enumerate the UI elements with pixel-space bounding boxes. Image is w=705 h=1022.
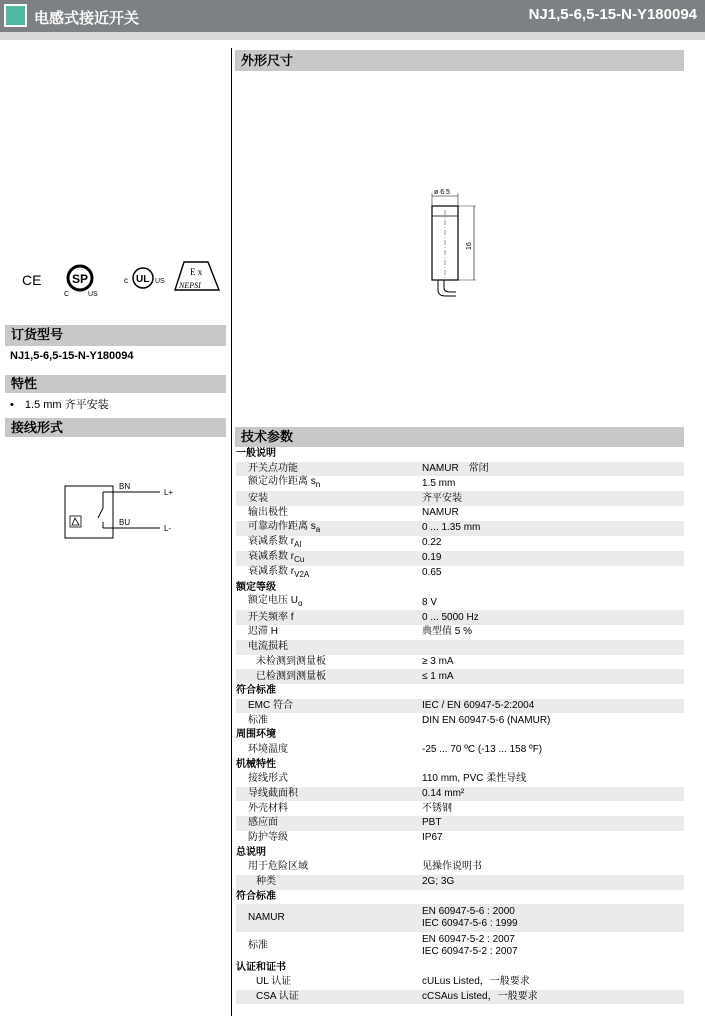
spec-value: 0 ... 5000 Hz — [422, 610, 684, 625]
spec-key: 未检测到测量板 — [256, 655, 326, 667]
spec-row — [236, 521, 684, 536]
feature-item: 1.5 mm 齐平安装 — [24, 399, 109, 411]
spec-group-label: 一般说明 — [236, 448, 276, 460]
spec-value: PBT — [422, 816, 684, 831]
svg-text:SP: SP — [72, 272, 89, 286]
spec-value: cCSAus Listed，一般要求 — [422, 990, 684, 1005]
spec-row — [236, 831, 684, 846]
spec-value: 0.65 — [422, 567, 442, 579]
spec-row — [236, 551, 684, 566]
spec-key: 种类 — [236, 875, 422, 890]
spec-key: EMC 符合 — [236, 699, 422, 714]
spec-key: 外壳材料 — [248, 802, 288, 814]
spec-value: NAMUR 常闭 — [422, 462, 684, 477]
spec-key: 开关频率 f — [236, 610, 422, 625]
spec-group-header — [236, 728, 684, 743]
feature-list — [10, 396, 109, 412]
spec-value: 0.19 — [422, 551, 684, 566]
spec-key: 迟滞 H — [248, 626, 278, 638]
spec-value: DIN EN 60947-5-6 (NAMUR) — [422, 714, 551, 726]
spec-row — [236, 625, 684, 640]
spec-row — [236, 816, 684, 831]
ul-us-label: US — [155, 278, 165, 285]
length-label: 16 — [466, 242, 473, 250]
spec-key: 可靠动作距离 $s_a$ — [236, 521, 422, 536]
spec-value: 见操作说明书 — [422, 861, 482, 873]
spec-row — [236, 491, 684, 506]
spec-key: 防护等级 — [248, 832, 288, 844]
ex-label: E x — [190, 267, 203, 277]
brand-square-icon — [4, 4, 27, 27]
csa-logo-icon — [64, 266, 98, 298]
spec-key-subscript: a — [315, 524, 321, 534]
spec-group-label: 符合标准 — [236, 890, 276, 902]
spec-key: 环境温度 — [248, 743, 288, 755]
spec-group-header — [236, 960, 684, 975]
spec-key: 接线形式 — [248, 773, 288, 785]
nepsi-label: NEPSI — [179, 281, 201, 290]
ex-nepsi-logo-icon — [175, 262, 219, 290]
spec-value: ≤ 1 mA — [422, 669, 684, 684]
spec-value: 1.5 mm — [422, 477, 456, 489]
bu-label: BU — [119, 518, 131, 527]
spec-row — [236, 932, 684, 960]
spec-key-subscript: Al — [294, 539, 302, 549]
ul-logo-icon — [124, 268, 165, 288]
spec-group-header — [236, 447, 684, 462]
spec-row — [236, 669, 684, 684]
spec-key-subscript: V2A — [294, 569, 310, 579]
spec-row — [236, 506, 684, 521]
page-title: 电感式接近开关 — [34, 10, 140, 27]
spec-table — [236, 447, 684, 1004]
spec-row — [236, 743, 684, 758]
spec-key: 用于危险区域 — [248, 861, 308, 873]
wiring-section-header: 接线形式 — [5, 418, 226, 437]
spec-row — [236, 640, 684, 655]
spec-row — [236, 655, 684, 670]
spec-value: 0.14 mm² — [422, 787, 684, 802]
spec-row — [236, 875, 684, 890]
spec-key: 输出极性 — [248, 507, 288, 519]
spec-row — [236, 990, 684, 1005]
spec-key: 标准 — [248, 714, 268, 726]
header-bar — [0, 0, 705, 32]
spec-key: CSA 认证 — [236, 990, 422, 1005]
column-divider — [231, 48, 232, 1016]
spec-key: 导线截面积 — [236, 787, 422, 802]
spec-row — [236, 860, 684, 875]
spec-group-header — [236, 757, 684, 772]
feature-section-header: 特性 — [5, 375, 226, 393]
certification-logos — [18, 258, 224, 302]
spec-group-label: 周围环境 — [236, 729, 276, 741]
spec-row — [236, 975, 684, 990]
spec-value: 0.22 — [422, 537, 442, 549]
spec-group-label: 额定等级 — [236, 582, 276, 594]
diameter-label: ø 6.5 — [434, 189, 450, 196]
wiring-diagram — [60, 478, 200, 548]
spec-key: 开关点功能 — [236, 462, 422, 477]
spec-group-header — [236, 581, 684, 596]
dimension-section-header: 外形尺寸 — [235, 50, 684, 71]
spec-key: 电流损耗 — [236, 640, 422, 655]
spec-key: 衰减系数 $r_{Cu}$ — [236, 551, 422, 566]
spec-row — [236, 462, 684, 477]
csa-us-label: US — [88, 291, 98, 298]
spec-value: EN 60947-5-6 : 2000 IEC 60947-5-6 : 1999 — [422, 904, 684, 932]
spec-row — [236, 787, 684, 802]
spec-row — [236, 610, 684, 625]
spec-key: 已检测到测量板 — [236, 669, 422, 684]
bullet: • — [10, 399, 14, 411]
spec-key: 额定电压 $U_o$ — [248, 595, 303, 609]
svg-text:UL: UL — [136, 274, 150, 285]
spec-row — [236, 595, 684, 610]
spec-value — [422, 640, 684, 655]
spec-key: 安装 — [236, 491, 422, 506]
spec-value: 典型值 5 % — [422, 626, 473, 638]
spec-value: 8 V — [422, 596, 438, 608]
spec-key-subscript: o — [298, 599, 303, 609]
spec-key-subscript: n — [315, 480, 321, 490]
spec-section-header: 技术参数 — [235, 427, 684, 447]
spec-value: 110 mm, PVC 柔性导线 — [422, 773, 527, 785]
spec-value: IP67 — [422, 832, 443, 844]
spec-key: 感应面 — [236, 816, 422, 831]
spec-value: IEC / EN 60947-5-2:2004 — [422, 699, 684, 714]
spec-value: EN 60947-5-2 : 2007 IEC 60947-5-2 : 2007 — [422, 934, 518, 958]
spec-key: NAMUR — [236, 904, 422, 932]
spec-key: 衰减系数 $r_{Al}$ — [248, 535, 302, 549]
spec-group-label: 总说明 — [236, 846, 266, 858]
ul-c-label: c — [124, 276, 128, 285]
spec-group-label: 认证和证书 — [236, 961, 286, 973]
spec-value: NAMUR — [422, 507, 459, 519]
ce-mark: CE — [22, 272, 42, 288]
dimension-drawing — [400, 180, 520, 310]
spec-row — [236, 713, 684, 728]
spec-key: 额定动作距离 $s_n$ — [248, 476, 321, 490]
csa-c-label: C — [64, 291, 70, 298]
spec-row — [236, 699, 684, 714]
lplus-label: L+ — [164, 488, 174, 497]
spec-row — [236, 801, 684, 816]
spec-key-subscript: Cu — [294, 554, 305, 564]
spec-row — [236, 904, 684, 932]
spec-row — [236, 566, 684, 581]
spec-value: ≥ 3 mA — [422, 655, 454, 667]
spec-value: cULus Listed，一般要求 — [422, 976, 530, 988]
order-code: NJ1,5-6,5-15-N-Y180094 — [10, 350, 134, 362]
order-section-header: 订货型号 — [5, 325, 226, 346]
spec-value: -25 ... 70 ºC (-13 ... 158 ºF) — [422, 743, 543, 755]
lminus-label: L- — [164, 524, 172, 533]
spec-group-label: 机械特性 — [236, 758, 276, 770]
spec-group-label: 符合标准 — [236, 685, 276, 697]
spec-row — [236, 536, 684, 551]
spec-group-header — [236, 890, 684, 905]
spec-value: 齐平安装 — [422, 491, 684, 506]
spec-group-header — [236, 684, 684, 699]
spec-group-header — [236, 845, 684, 860]
spec-key: UL 认证 — [256, 976, 292, 988]
spec-value: 0 ... 1.35 mm — [422, 521, 684, 536]
bn-label: BN — [119, 482, 131, 491]
header-band — [0, 32, 705, 40]
model-number: NJ1,5-6,5-15-N-Y180094 — [528, 6, 697, 23]
spec-row — [236, 772, 684, 787]
spec-value: 2G; 3G — [422, 875, 684, 890]
spec-key: 衰减系数 $r_{V2A}$ — [248, 565, 310, 579]
spec-key: 标准 — [248, 940, 268, 952]
spec-row — [236, 476, 684, 491]
spec-value: 不锈钢 — [422, 802, 452, 814]
